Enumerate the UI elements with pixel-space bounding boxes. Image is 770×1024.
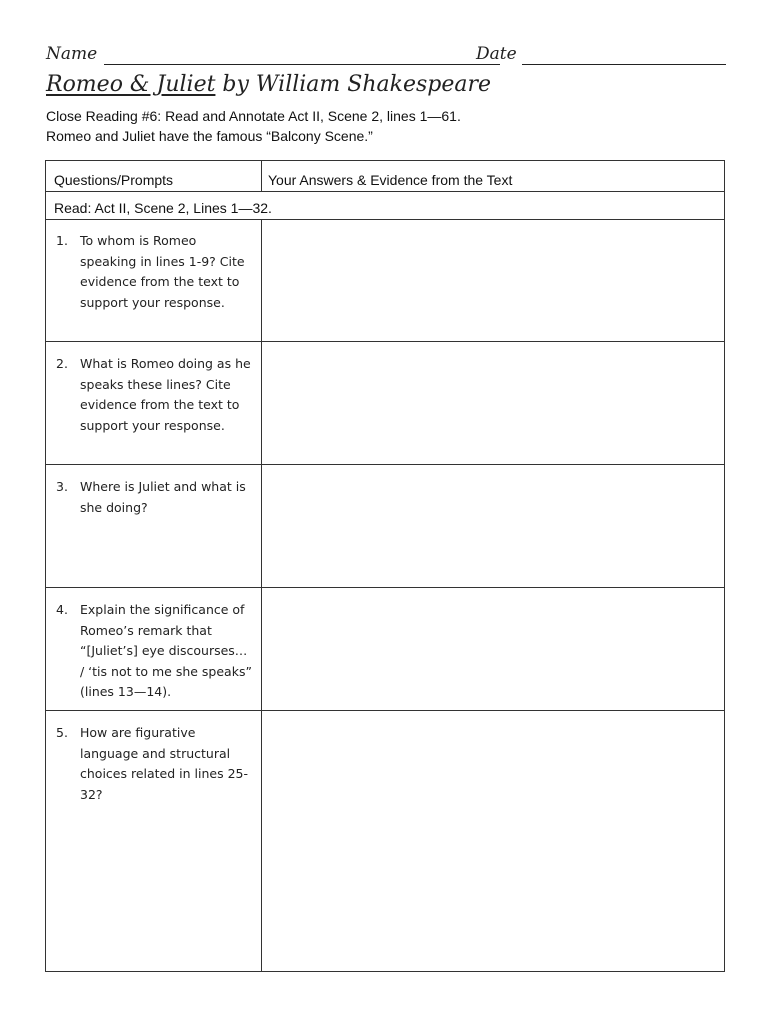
question-prompt xyxy=(56,354,254,436)
question-text: To whom is Romeo speaking in lines 1-9? Cite evidence from the text to support your response. xyxy=(80,233,245,310)
question-row-3 xyxy=(46,465,724,588)
question-text: What is Romeo doing as he speaks these lines? Cite evidence from the text to support your response. xyxy=(80,356,251,433)
question-prompt xyxy=(56,477,254,518)
date-label: Date xyxy=(476,44,517,64)
column-divider xyxy=(261,161,262,191)
question-number: 1. xyxy=(56,233,68,248)
question-row-2 xyxy=(46,342,724,465)
instructions-line-1: Close Reading #6: Read and Annotate Act II, Scene 2, lines 1—61. xyxy=(46,108,461,124)
question-number: 4. xyxy=(56,602,68,617)
answers-column-header: Your Answers & Evidence from the Text xyxy=(268,172,513,188)
question-prompt xyxy=(56,231,254,313)
question-number: 3. xyxy=(56,479,68,494)
section-label: Read: Act II, Scene 2, Lines 1—32. xyxy=(54,200,272,216)
question-text: Explain the significance of Romeo’s remark that “[Juliet’s] eye discourses… / ‘tis not to me she speaks” (lines 13—14). xyxy=(80,602,252,700)
question-text: How are figurative language and structural choices related in lines 25-32? xyxy=(80,725,248,802)
answer-field-5[interactable] xyxy=(262,711,724,971)
answer-field-3[interactable] xyxy=(262,465,724,587)
play-title: Romeo & Juliet xyxy=(46,72,216,97)
worksheet-title xyxy=(46,72,491,97)
date-field[interactable] xyxy=(522,64,726,65)
answer-field-4[interactable] xyxy=(262,588,724,710)
question-prompt xyxy=(56,600,254,703)
table-header xyxy=(46,161,724,192)
question-row-5 xyxy=(46,711,724,971)
name-date-row xyxy=(46,44,726,68)
instructions-line-2: Romeo and Juliet have the famous “Balcony Scene.” xyxy=(46,128,373,144)
question-text: Where is Juliet and what is she doing? xyxy=(80,479,246,515)
name-label: Name xyxy=(46,44,98,64)
instructions xyxy=(46,106,461,146)
author-byline: by William Shakespeare xyxy=(215,72,492,97)
question-row-4 xyxy=(46,588,724,711)
name-field[interactable] xyxy=(104,64,500,65)
question-prompt xyxy=(56,723,254,805)
question-table xyxy=(45,160,725,972)
section-heading xyxy=(46,191,724,220)
question-number: 2. xyxy=(56,356,68,371)
question-number: 5. xyxy=(56,725,68,740)
answer-field-1[interactable] xyxy=(262,219,724,341)
questions-column-header: Questions/Prompts xyxy=(54,172,174,188)
answer-field-2[interactable] xyxy=(262,342,724,464)
question-row-1 xyxy=(46,219,724,342)
